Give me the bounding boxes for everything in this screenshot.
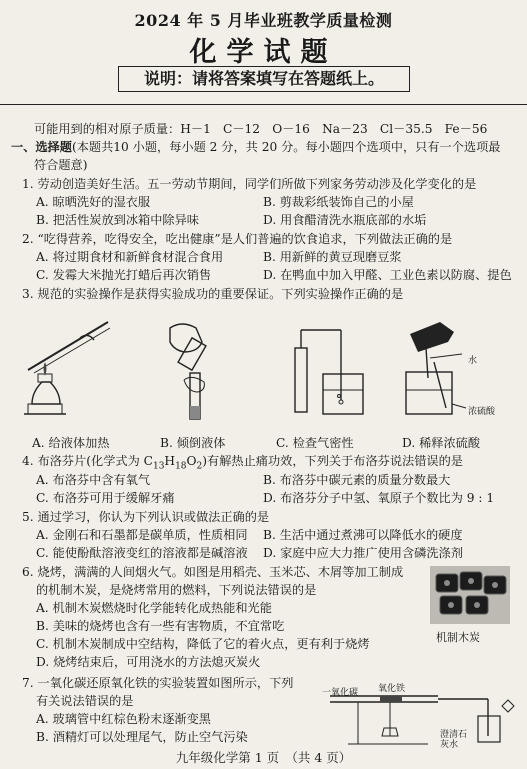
q4-option-d: D. 布洛芬分子中氢、氧原子个数比为 9 : 1 <box>263 491 495 505</box>
q7-option-b: B. 酒精灯可以处理尾气，防止空气污染 <box>36 730 248 744</box>
heating-liquid-figure <box>20 318 115 428</box>
q4-o: O <box>186 454 197 468</box>
q7-stem-1: 7. 一氧化碳还原氧化铁的实验装置如图所示，下列 <box>22 676 294 690</box>
section-intro-cont: 符合题意) <box>34 158 88 172</box>
section-intro <box>11 140 500 154</box>
q4-option-c: C. 布洛芬可用于缓解牙痛 <box>36 491 175 505</box>
q4-option-b: B. 布洛芬中碳元素的质量分数最大 <box>263 473 451 487</box>
q3-option-d: D. 稀释浓硫酸 <box>402 436 481 450</box>
q7-stem-2: 有关说法错误的是 <box>36 694 134 708</box>
q3-stem: 3. 规范的实验操作是获得实验成功的重要保证。下列实验操作正确的是 <box>22 287 404 301</box>
q1-option-b: B. 剪裁彩纸装饰自己的小屋 <box>263 195 414 209</box>
q4-stem-start: 4. 布洛芬片(化学式为 C <box>22 454 153 468</box>
q2-option-a: A. 将过期食材和新鲜食材混合食用 <box>36 250 224 264</box>
q5-option-c: C. 能使酚酞溶液变红的溶液都是碱溶液 <box>36 546 248 560</box>
atomic-mass-line: 可能用到的相对原子质量：H－1 C－12 O－16 Na－23 Cl－35.5 Fe－56 <box>34 122 488 136</box>
q2-stem: 2. “吃得营养，吃得安全，吃出健康”是人们普遍的饮食追求，下列做法正确的是 <box>22 232 453 246</box>
q4-sub-h: 18 <box>175 461 187 472</box>
section-intro-text: (本题共10 小题，每小题 2 分，共 20 分。每小题四个选项中，只有一个选项最 <box>71 140 501 154</box>
q6-option-a: A. 机制木炭燃烧时化学能转化成热能和光能 <box>36 601 272 615</box>
charcoal-image <box>430 566 510 624</box>
limewater-label: 澄清石灰水 <box>440 730 468 750</box>
subject-title: 化学试题 <box>189 37 338 68</box>
q4-stem <box>22 454 463 473</box>
q4-option-a: A. 布洛芬中含有氧气 <box>36 473 151 487</box>
q4-stem-end: )有解热止痛功效，下列关于布洛芬说法错误的是 <box>202 454 463 468</box>
acid-label: 浓硫酸 <box>468 407 496 417</box>
q7-option-a: A. 玻璃管中红棕色粉末逐渐变黑 <box>36 712 211 726</box>
page-footer: 九年级化学第 1 页 （共 4 页） <box>175 750 352 765</box>
q4-h: H <box>164 454 176 468</box>
airtightness-figure <box>283 318 373 428</box>
q1-option-d: D. 用食醋清洗水瓶底部的水垢 <box>263 213 427 227</box>
q3-option-b: B. 倾倒液体 <box>160 436 226 450</box>
q6-stem-1: 6. 烧烤，满满的人间烟火气。如图是用稻壳、玉米芯、木屑等加工制成 <box>22 565 404 579</box>
fe2o3-label: 氧化铁 <box>378 684 406 694</box>
pouring-liquid-figure <box>150 318 230 428</box>
notice-box: 说明：请将答案填写在答题纸上。 <box>118 66 410 92</box>
q1-option-a: A. 晾晒洗好的湿衣服 <box>36 195 151 209</box>
q1-option-c: B. 把活性炭放到冰箱中除异味 <box>36 213 199 227</box>
q3-option-c: C. 检查气密性 <box>276 436 354 450</box>
section-heading: 一、选择题 <box>11 140 72 154</box>
q5-option-d: D. 家庭中应大力推广使用含磷洗涤剂 <box>263 546 463 560</box>
q5-option-b: B. 生活中通过煮沸可以降低水的硬度 <box>263 528 463 542</box>
q2-option-c: C. 发霉大米抛光打蜡后再次销售 <box>36 268 212 282</box>
exam-title: 2024 年 5 月毕业班教学质量检测 <box>134 11 393 30</box>
q5-option-a: A. 金刚石和石墨都是碳单质，性质相同 <box>36 528 248 542</box>
co-label: 一氧化碳 <box>322 688 359 698</box>
q2-option-b: B. 用新鲜的黄豆现磨豆浆 <box>263 250 402 264</box>
q3-option-a: A. 给液体加热 <box>32 436 110 450</box>
q4-sub-o: 2 <box>196 461 203 472</box>
header-divider <box>0 104 527 105</box>
q6-option-d: D. 烧烤结束后，可用浇水的方法熄灭炭火 <box>36 655 261 669</box>
q1-stem: 1. 劳动创造美好生活。五一劳动节期间，同学们所做下列家务劳动涉及化学变化的是 <box>22 177 477 191</box>
q6-option-c: C. 机制木炭制成中空结构，降低了它的着火点，更有利于烧烤 <box>36 637 370 651</box>
q2-option-d: D. 在鸭血中加入甲醛、工业色素以防腐、提色 <box>263 268 512 282</box>
q4-sub-c: 13 <box>152 461 165 472</box>
water-label: 水 <box>468 356 478 366</box>
q6-stem-2: 的机制木炭，是烧烤常用的燃料，下列说法错误的是 <box>36 583 317 597</box>
q6-option-b: B. 美味的烧烤也含有一些有害物质，不宜常吃 <box>36 619 285 633</box>
charcoal-label: 机制木炭 <box>436 631 480 644</box>
q5-stem: 5. 通过学习，你认为下列认识或做法正确的是 <box>22 510 270 524</box>
